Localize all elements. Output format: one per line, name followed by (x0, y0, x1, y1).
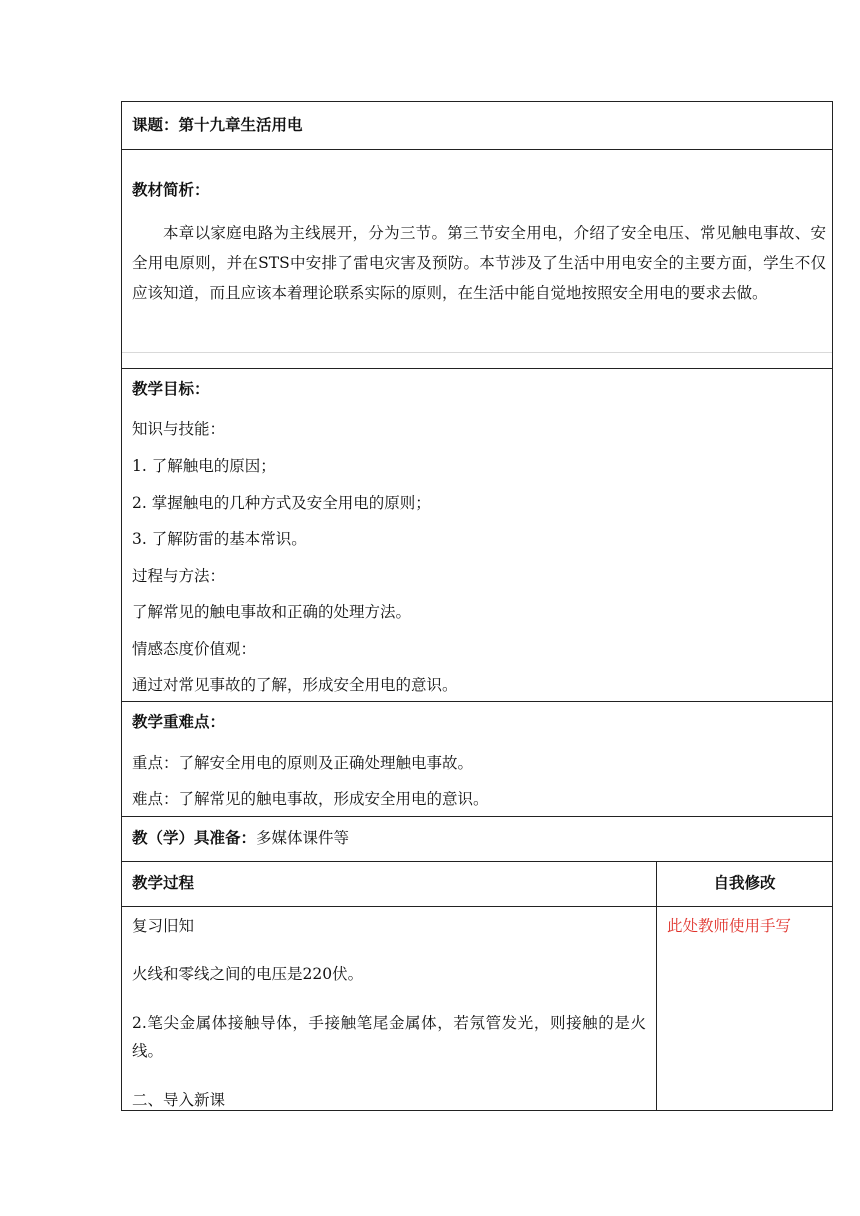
lesson-title (132, 115, 303, 135)
objectives-row (121, 368, 833, 701)
knowledge-heading: 知识与技能： (132, 420, 226, 438)
revise-column-header: 自我修改 (713, 873, 776, 892)
textbook-analysis-paragraph: 本章以家庭电路为主线展开，分为三节。第三节安全用电，介绍了安全电压、常见触电事故、安全用电原则，并在STS中安排了雷电灾害及预防。本节涉及了生活中用电安全的主要方面，学生不仅应该知道，而且应该本着理论联系实际的原则，在生活中能自觉地按照安全用电的要求去做。 (132, 224, 826, 302)
revise-note: 此处教师使用手写 (667, 917, 792, 935)
preparation-row (121, 816, 833, 861)
process-body-row (121, 906, 833, 1111)
process-text: 了解常见的触电事故和正确的处理方法。 (132, 603, 412, 621)
process-header-row (121, 861, 833, 906)
review-item-1: 火线和零线之间的电压是220伏。 (132, 965, 364, 983)
process-header-cell (122, 862, 657, 906)
preparation-line (132, 828, 349, 848)
knowledge-item-2: 2. 掌握触电的几种方式及安全用电的原则； (132, 494, 431, 512)
review-heading: 复习旧知 (132, 917, 195, 935)
lesson-plan-table (121, 101, 833, 1111)
row-divider (122, 352, 832, 353)
process-column-header: 教学过程 (132, 873, 195, 892)
process-heading: 过程与方法： (132, 567, 226, 585)
revise-body-cell (657, 907, 832, 1110)
textbook-analysis-row (121, 149, 833, 368)
preparation-value: 多媒体课件等 (256, 829, 350, 847)
preparation-label: 教（学）具准备： (132, 828, 257, 847)
emotion-text: 通过对常见事故的了解，形成安全用电的意识。 (132, 676, 458, 694)
title-value: 第十九章生活用电 (178, 115, 303, 134)
revise-header-cell (657, 862, 832, 906)
review-item-2: 2.笔尖金属体接触导体，手接触笔尾金属体，若氖管发光，则接触的是火线。 (132, 1014, 646, 1060)
key-points-heading: 教学重难点： (132, 712, 226, 731)
knowledge-item-3: 3. 了解防雷的基本常识。 (132, 530, 307, 548)
title-row (121, 101, 833, 149)
key-points-row (121, 701, 833, 816)
emotion-heading: 情感态度价值观： (132, 640, 257, 658)
next-section-heading: 二、导入新课 (132, 1091, 226, 1109)
objectives-heading: 教学目标： (132, 379, 210, 398)
knowledge-item-1: 1. 了解触电的原因； (132, 457, 276, 475)
key-point-text: 重点：了解安全用电的原则及正确处理触电事故。 (132, 754, 474, 772)
process-body-cell (122, 907, 657, 1110)
title-label: 课题： (132, 115, 179, 134)
textbook-analysis-heading: 教材简析： (132, 180, 210, 199)
difficult-point-text: 难点：了解常见的触电事故，形成安全用电的意识。 (132, 790, 489, 808)
